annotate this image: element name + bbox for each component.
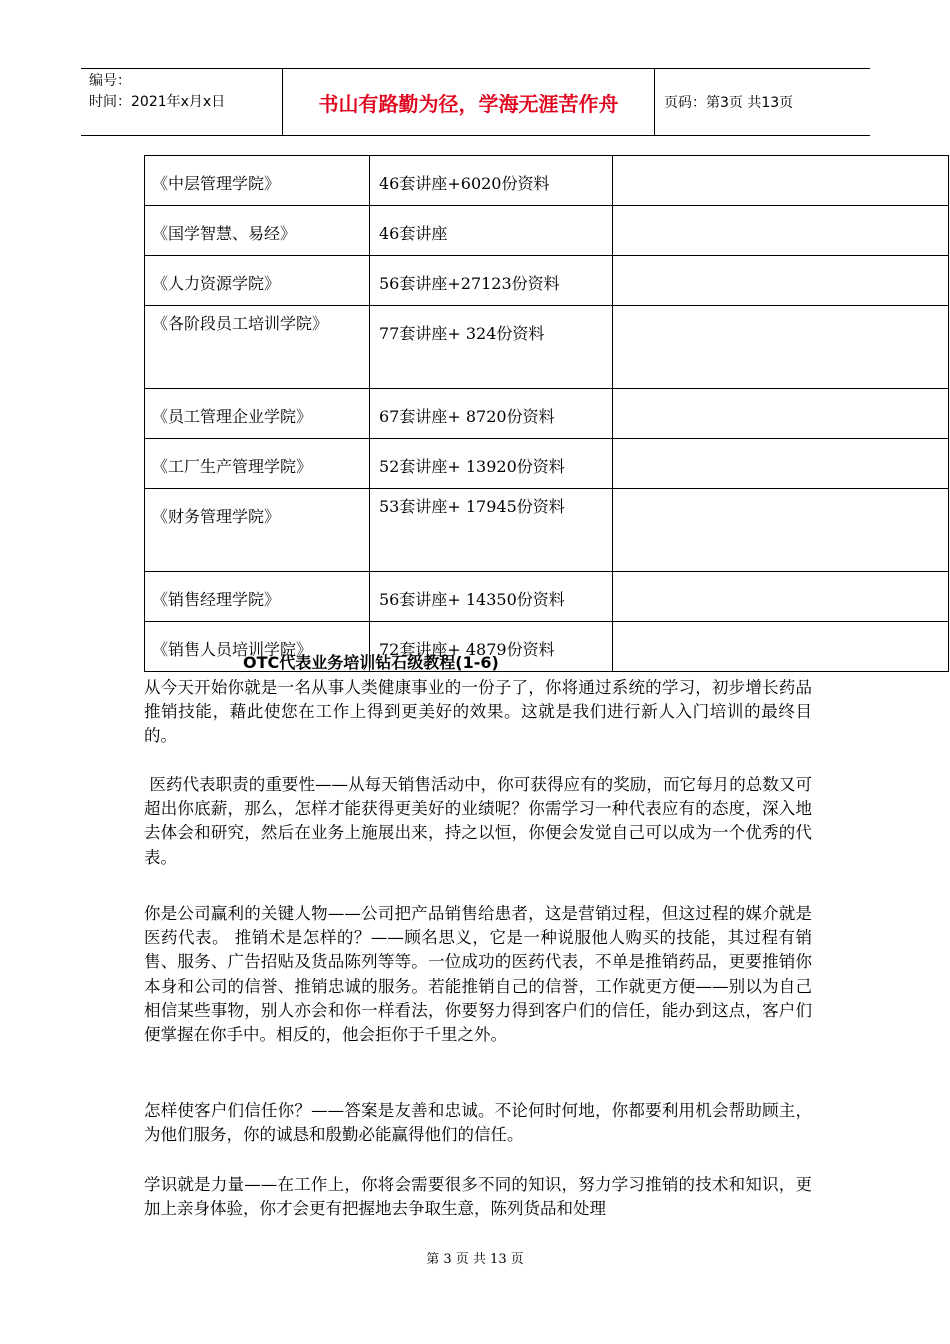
course-name: 《中层管理学院》 <box>145 156 370 206</box>
paragraph-importance: 医药代表职责的重要性——从每天销售活动中，你可获得应有的奖励，而它每月的总数又可超出你底薪，那么，怎样才能获得更美好的业绩呢？你需学习一种代表应有的态度，深入地去体会和研究，然后在业务上施展出来，持之以恒，你便会发觉自己可以成为一个优秀的代表。 <box>144 775 813 867</box>
table-row <box>145 206 949 256</box>
course-content: 52套讲座+ 13920份资料 <box>370 439 613 489</box>
header-meta <box>81 69 283 135</box>
course-content: 77套讲座+ 324份资料 <box>370 306 613 389</box>
paragraph-trust: 怎样使客户们信任你？——答案是友善和忠诚。不论何时何地，你都要利用机会帮助顾主，为他们服务，你的诚恳和殷勤必能赢得他们的信任。 <box>144 1101 812 1145</box>
table-row <box>145 156 949 206</box>
course-content <box>370 489 613 572</box>
course-note <box>613 622 949 672</box>
paragraph-knowledge: 学识就是力量——在工作上，你将会需要很多不同的知识，努力学习推销的技术和知识，更加上亲身体验，你才会更有把握地去争取生意，陈列货品和处理 <box>144 1175 812 1219</box>
table-row <box>145 306 949 389</box>
course-content: 46套讲座+6020份资料 <box>370 156 613 206</box>
table-row <box>145 439 949 489</box>
course-content: 46套讲座 <box>370 206 613 256</box>
course-note <box>613 306 949 389</box>
course-note <box>613 206 949 256</box>
table-row <box>145 572 949 622</box>
article-title: OTC代表业务培训钻石级教程(1-6) <box>243 653 499 672</box>
course-content: 56套讲座+27123份资料 <box>370 256 613 306</box>
table-row <box>145 489 949 572</box>
course-note <box>613 389 949 439</box>
number-label: 编号： <box>89 73 131 89</box>
paragraph-intro: 从今天开始你就是一名从事人类健康事业的一份子了，你将通过系统的学习，初步增长药品推销技能，藉此使您在工作上得到更美好的效果。这就是我们进行新人入门培训的最终目的。 <box>144 678 812 746</box>
course-content: 56套讲座+ 14350份资料 <box>370 572 613 622</box>
date-label: 时间：2021年x月x日 <box>89 94 226 110</box>
course-name-text: 《各阶段员工培训学院》 <box>152 314 329 333</box>
course-name: 《销售经理学院》 <box>145 572 370 622</box>
course-name: 《人力资源学院》 <box>145 256 370 306</box>
header-motto: 书山有路勤为径，学海无涯苦作舟 <box>283 69 655 135</box>
course-note <box>613 439 949 489</box>
page-footer: 第 3 页 共 13 页 <box>426 1252 524 1267</box>
course-note <box>613 572 949 622</box>
table-row <box>145 389 949 439</box>
course-content-text: 53套讲座+ 17945份资料 <box>379 497 565 516</box>
course-name: 《财务管理学院》 <box>145 489 370 572</box>
course-name: 《销售人员培训学院》 <box>145 622 370 672</box>
course-content: 67套讲座+ 8720份资料 <box>370 389 613 439</box>
course-note <box>613 256 949 306</box>
course-content: 72套讲座+ 4879份资料 <box>370 622 613 672</box>
course-name: 《工厂生产管理学院》 <box>145 439 370 489</box>
course-name: 《员工管理企业学院》 <box>145 389 370 439</box>
table-row <box>145 256 949 306</box>
course-table <box>144 155 949 672</box>
course-name <box>145 306 370 389</box>
header-page-info: 页码：第3页 共13页 <box>664 95 794 111</box>
paragraph-key-person: 你是公司赢利的关键人物——公司把产品销售给患者，这是营销过程，但这过程的媒介就是医药代表。 推销术是怎样的？——顾名思义，它是一种说服他人购买的技能，其过程有销售、服务、广告招贴及货品陈列等等。一位成功的医药代表，不单是推销药品，更要推销你本身和公司的信誉、推销忠诚的服务。若能推销自己的信誉，工作就更方便——别以为自己相信某些事物，别人亦会和你一样看法，你要努力得到客户们的信任，能办到这点，客户们便掌握在你手中。相反的，他会拒你于千里之外。 <box>144 904 812 1045</box>
course-note <box>613 489 949 572</box>
page-header <box>81 68 870 136</box>
course-note <box>613 156 949 206</box>
course-name: 《国学智慧、易经》 <box>145 206 370 256</box>
